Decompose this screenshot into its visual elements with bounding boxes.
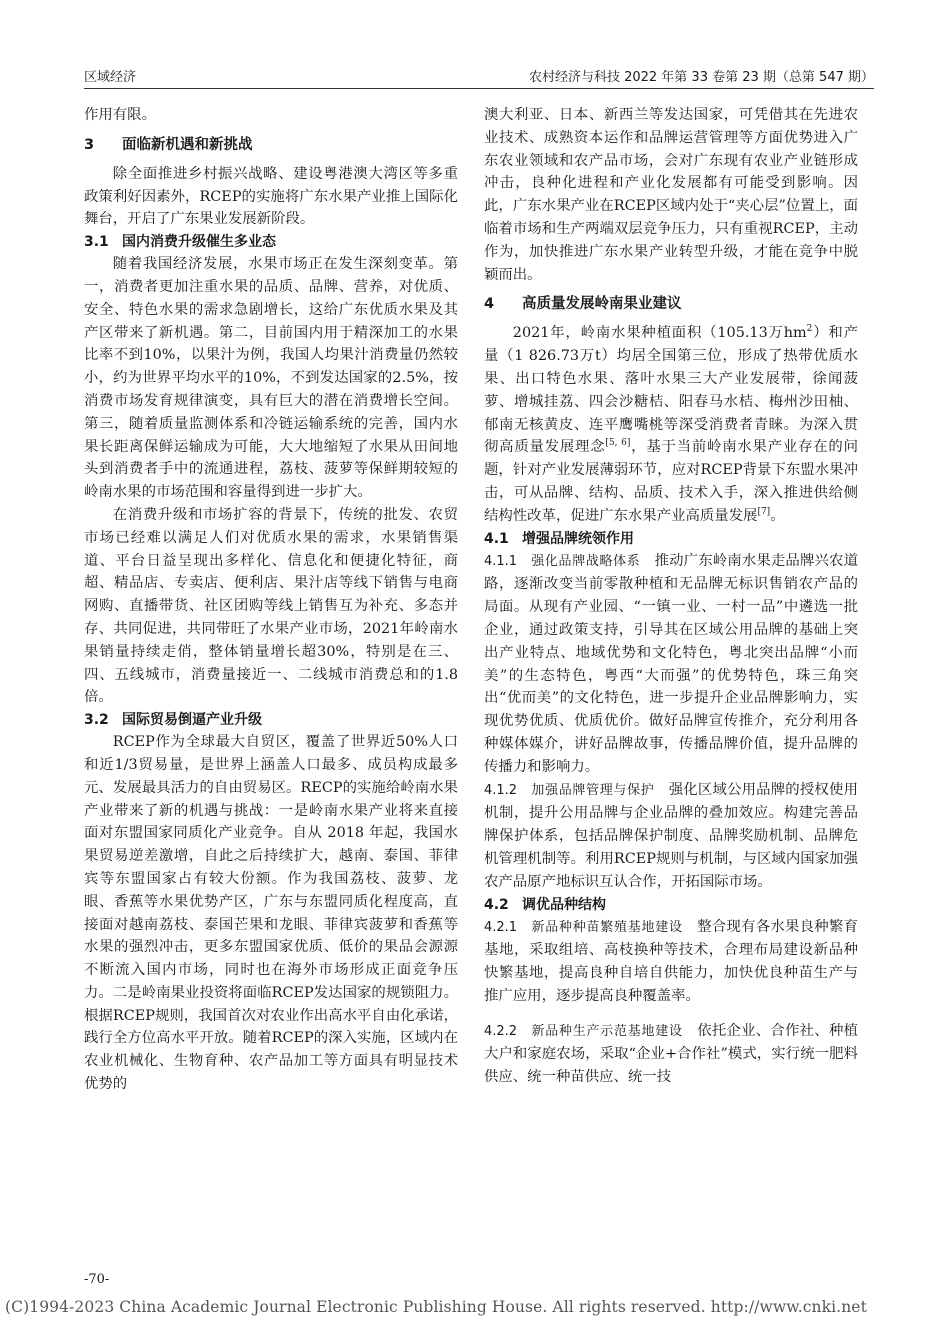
paragraph: 4.2.1 新品种种苗繁殖基地建设 整合现有各水果良种繁育基地，采取组培、高枝换种等技术，合理布局建设新品种快繁基地，提高良种自培自供能力，加快优良种苗生产与推广应用，逐步提高良种覆盖率。 xyxy=(484,918,858,1004)
section-heading-3-1: 3.1 国内消费升级催生多业态 xyxy=(84,234,276,251)
section-heading-4-2: 4.2 调优品种结构 xyxy=(484,896,606,913)
paragraph: 4.2.2 新品种生产示范基地建设 依托企业、合作社、种植大户和家庭农场，采取“企业+合作社”模式，实行统一肥料供应、统一种苗供应、统一技 xyxy=(484,1022,858,1086)
paragraph: 除全面推进乡村振兴战略、建设粤港澳大湾区等多重政策利好因素外，RCEP的实施将广东水果产业推上国际化舞台，开启了广东果业发展新阶段。 xyxy=(84,165,458,228)
paragraph: 在消费升级和市场扩容的背景下，传统的批发、农贸市场已经难以满足人们对优质水果的需求，水果销售渠道、平台日益呈现出多样化、信息化和便捷化特征，商超、精品店、专卖店、便利店、果汁店等线下销售与电商网购、直播带货、社区团购等线上销售互为补充、多态并存、共同促进，共同带旺了水果产业市场，2021年岭南水果销量持续走俏，整体销量增长超30%，特别是在三、四、五线城市，消费量接近一、二线城市消费总和的1.8倍。 xyxy=(84,506,458,706)
subsection-title: 新品种生产示范基地建设 xyxy=(531,1023,683,1039)
paragraph: 澳大利亚、日本、新西兰等发达国家，可凭借其在先进农业技术、成熟资本运作和品牌运营管理等方面优势进入广东农业领域和农产品市场，会对广东现有农业产业链形成冲击，良种化进程和产业化发展都有可能受到影响。因此，广东水果产业在RCEP区域内处于“夹心层”位置上，面临着市场和生产两端双层竞争压力，只有重视RCEP，主动作为，加快推进广东水果产业转型升级，才能在竞争中脱颖而出。 xyxy=(484,107,858,283)
paragraph: 4.1.2 加强品牌管理与保护 强化区域公用品牌的授权使用机制，提升公用品牌与企业品牌的叠加效应。构建完善品牌保护体系，包括品牌保护制度、品牌奖励机制、品牌危机管理机制等。利用RCEP规则与机制，与区域内国家加强农产品原产地标识互认合作，开拓国际市场。 xyxy=(484,781,858,890)
citation-ref: [7] xyxy=(757,506,771,517)
section-heading-3-2: 3.2 国际贸易倒逼产业升级 xyxy=(84,712,262,729)
paragraph: 4.1.1 强化品牌战略体系 推动广东岭南水果走品牌兴农道路，逐渐改变当前零散种植和无品牌无标识售销农产品的局面。从现有产业园、“一镇一业、一村一品”中遴选一批企业，通过政策支持，引导其在区域公用品牌的基础上突出产业特点、地域优势和文化特色，粤北突出品牌“小而美”的生态特色，粤西“大而强”的优势特色，珠三角突出“优而美”的文化特色，进一步提升企业品牌影响力，实现优势优质、优质优价。做好品牌宣传推介，充分利用各种媒体媒介，讲好品牌故事，传播品牌价值，提升品牌的传播力和影响力。 xyxy=(484,552,858,775)
page-number: -70- xyxy=(84,1272,110,1287)
paragraph: 随着我国经济发展，水果市场正在发生深刻变革。第一，消费者更加注重水果的品质、品牌、营养，对优质、安全、特色水果的需求急剧增长，这给广东优质水果及其产区带来了新机遇。第二，目前国内用于精深加工的水果比率不到10%，以果汁为例，我国人均果汁消费量仍然较小，约为世界平均水平的10%，不到发达国家的2.5%，按消费市场发育规律演变，具有巨大的潜在消费增长空间。第三，随着质量监测体系和冷链运输系统的完善，国内水果长距离保鲜运输成为可能，大大地缩短了水果从田间地头到消费者手中的流通进程，荔枝、菠萝等保鲜期较短的岭南水果的市场范围和容量得到进一步扩大。 xyxy=(84,256,458,501)
section-label: 区域经济 xyxy=(84,70,137,85)
section-heading-3: 3 面临新机遇和新挑战 xyxy=(84,136,253,153)
section-heading-4-1: 4.1 增强品牌统领作用 xyxy=(484,530,634,547)
citation-ref: [5, 6] xyxy=(605,438,631,449)
header-divider xyxy=(84,88,874,89)
paragraph: RCEP作为全球最大自贸区，覆盖了世界近50%人口和近1/3贸易量，是世界上涵盖人口最多、成员构成最多元、发展最具活力的自由贸易区。RECP的实施给岭南水果产业带来了新的机遇与挑战：一是岭南水果产业将来直接面对东盟国家同质化产业竞争。自从 2018 年起，我国水果贸易逆差激增，自此之后持续扩大，越南、泰国、菲律宾等东盟国家占有较大份额。作为我国荔枝、菠萝、龙眼、香蕉等水果优势产区，广东与东盟同质化程度高，直接面对越南荔枝、泰国芒果和龙眼、菲律宾菠萝和香蕉等水果的强烈冲击，更多东盟国家优质、低价的果品会源源不断流入国内市场，同时也在海外市场形成正面竞争压力。二是岭南果业投资将面临RCEP发达国家的规锁阻力。根据RCEP规则，我国首次对农业作出高水平自由化承诺，践行全方位高水平开放。随着RCEP的深入实施，区域内在农业机械化、生物育种、农产品加工等方面具有明显技术优势的 xyxy=(84,734,458,1093)
right-column xyxy=(484,104,858,1089)
left-column xyxy=(84,104,458,1096)
spacer xyxy=(484,1008,858,1020)
subsection-title: 加强品牌管理与保护 xyxy=(531,782,655,798)
subsection-title: 新品种种苗繁殖基地建设 xyxy=(531,919,683,935)
paragraph: 2021年，岭南水果种植面积（105.13万$hm^2$）和产量（1 826.73万t）均居全国第三位，形成了热带优质水果、出口特色水果、落叶水果三大产业发展带，徐闻菠萝、增城挂荔、四会沙糖桔、阳春马水桔、梅州沙田柚、郁南无核黄皮、连平鹰嘴桃等深受消费者青睐。为深入贯彻高质量发展理念[5, 6]，基于当前岭南水果产业存在的问题，针对产业发展薄弱环节，应对RCEP背景下东盟水果冲击，可从品牌、结构、品质、技术入手，深入推进供给侧结构性改革，促进广东水果产业高质量发展[7]。 xyxy=(484,324,858,524)
copyright-watermark: (C)1994-2023 China Academic Journal Electronic Publishing House. All rights reserved. http://www.cnki.net xyxy=(5,1298,867,1316)
paragraph: 作用有限。 xyxy=(84,107,156,123)
running-header xyxy=(84,60,874,84)
section-heading-4: 4 高质量发展岭南果业建议 xyxy=(484,296,682,313)
journal-citation: 农村经济与科技 2022 年第 33 卷第 23 期（总第 547 期） xyxy=(528,70,874,85)
subsection-title: 强化品牌战略体系 xyxy=(531,553,641,569)
